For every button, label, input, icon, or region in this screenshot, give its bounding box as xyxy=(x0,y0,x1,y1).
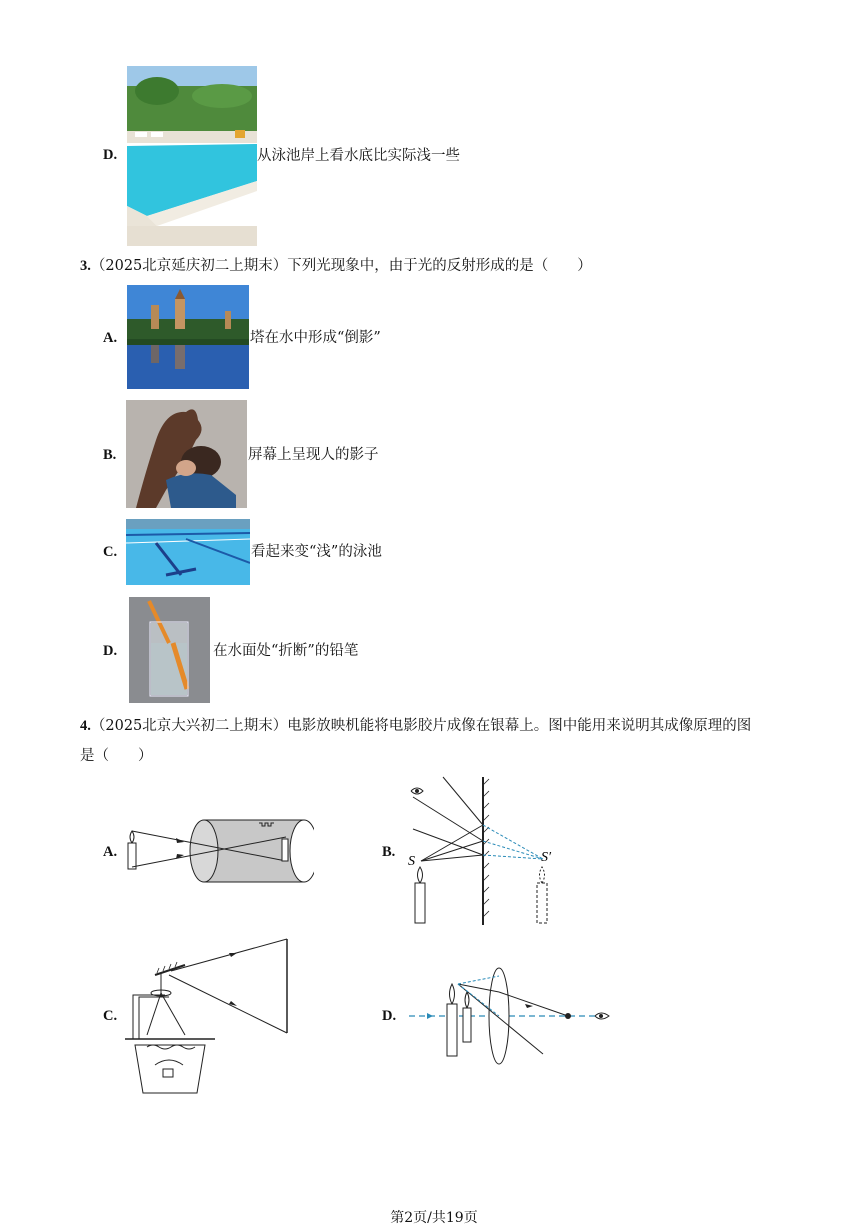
q4-stem-line1 xyxy=(80,716,751,736)
q4-option-a-label: A. xyxy=(103,844,118,860)
q4-number: 4. xyxy=(80,718,91,734)
q3-option-d-label: D. xyxy=(103,643,118,659)
q2-option-d-text: 从泳池岸上看水底比实际浅一些 xyxy=(257,148,460,164)
q3-option-c-text: 看起来变“浅”的泳池 xyxy=(251,544,382,560)
q4-option-d-label: D. xyxy=(382,1008,397,1024)
q3-option-b-label: B. xyxy=(103,447,117,463)
q2-option-d-label: D. xyxy=(103,147,118,163)
q4-option-b-label: B. xyxy=(382,844,396,860)
q3-option-a-label: A. xyxy=(103,330,118,346)
tower-reflection-photo xyxy=(127,285,249,389)
q3-option-c-label: C. xyxy=(103,544,118,560)
q3-option-b-text: 屏幕上呈现人的影子 xyxy=(248,447,379,463)
swimming-pool-photo xyxy=(127,66,257,246)
q3-option-d-text: 在水面处“折断”的铅笔 xyxy=(213,643,359,659)
page-footer: 第2页/共19页 xyxy=(390,1210,478,1226)
plane-mirror-diagram xyxy=(403,775,563,927)
pencil-in-water-photo xyxy=(129,597,210,703)
shallow-pool-photo xyxy=(126,519,250,585)
q4-option-c-label: C. xyxy=(103,1008,118,1024)
hand-shadow-photo xyxy=(126,400,247,508)
q4-stem-text: （2025北京大兴初二上期末）电影放映机能将电影胶片成像在银幕上。图中能用来说明其成像原理的图 xyxy=(90,718,752,734)
projector-diagram xyxy=(125,935,295,1095)
s-label: S xyxy=(408,854,415,869)
q3-stem-text: （2025北京延庆初二上期末）下列光现象中，由于光的反射形成的是（ ） xyxy=(90,258,592,274)
q3-number: 3. xyxy=(80,258,91,274)
s-prime-label: S′ xyxy=(541,850,552,865)
convex-lens-diagram xyxy=(403,966,618,1066)
q4-stem-line2: 是（ ） xyxy=(80,748,153,764)
q3-option-a-text: 塔在水中形成“倒影” xyxy=(250,330,381,346)
pinhole-camera-diagram xyxy=(124,815,314,890)
q3-stem xyxy=(80,256,592,276)
